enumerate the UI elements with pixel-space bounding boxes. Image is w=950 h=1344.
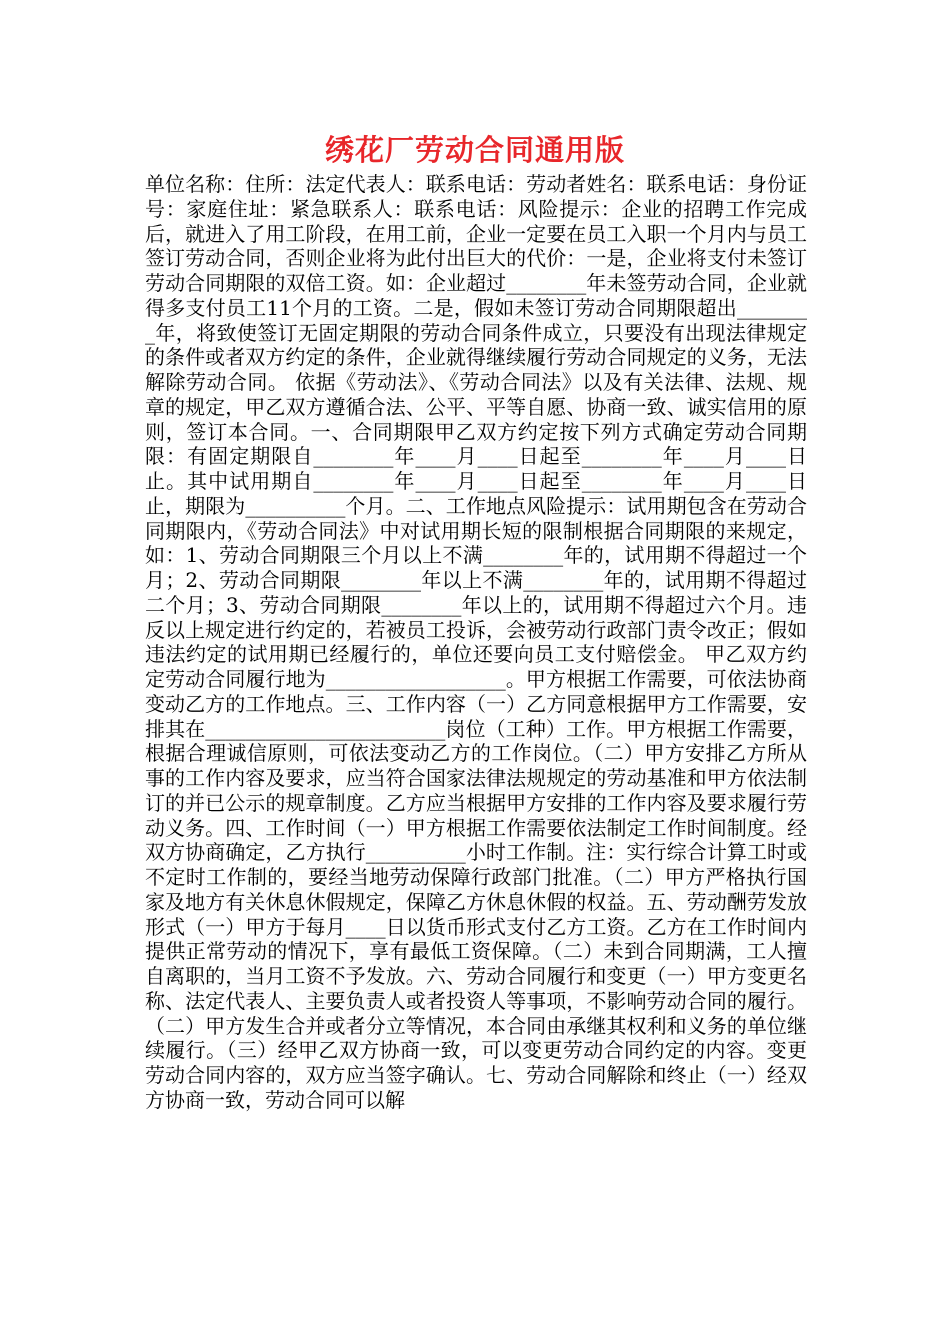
document-title: 绣花厂劳动合同通用版 [324,133,625,167]
document-body-text: 单位名称：住所：法定代表人：联系电话：劳动者姓名：联系电话：身份证号：家庭住址：紧急联系人：联系电话：风险提示：企业的招聘工作完成后，就进入了用工阶段，在用工前，企业一定要在员工入职一个月内与员工签订劳动合同，否则企业将为此付出巨大的代价：一是，企业将支付未签订劳动合同期限的双倍工资。如：企业超过________年未签劳动合同，企业就得多支付员工11个月的工资。二是，假如未签订劳动合同期限超出________年，将致使签订无固定期限的劳动合同条件成立，只要没有出现法律规定的条件或者双方约定的条件，企业就得继续履行劳动合同规定的义务，无法解除劳动合同。 依据《劳动法》、《劳动合同法》以及有关法律、法规、规章的规定，甲乙双方遵循合法、公平、平等自愿、协商一致、诚实信用的原则，签订本合同。一、合同期限甲乙双方约定按下列方式确定劳动合同期限：有固定期限自________年____月____日起至________年____月____日止。其中试用期自________年____月____日起至________年____月____日止，期限为__________个月。二、工作地点风险提示：试用期包含在劳动合同期限内，《劳动合同法》中对试用期长短的限制根据合同期限的来规定，如：1、劳动合同期限三个月以上不满________年的，试用期不得超过一个月；2、劳动合同期限________年以上不满________年的，试用期不得超过二个月；3、劳动合同期限________年以上的，试用期不得超过六个月。违反以上规定进行约定的，若被员工投诉，会被劳动行政部门责令改正；假如违法约定的试用期已经履行的，单位还要向员工支付赔偿金。 甲乙双方约定劳动合同履行地为__________________。甲方根据工作需要，可依法协商变动乙方的工作地点。三、工作内容（一）乙方同意根据甲方工作需要，安排其在________________________岗位（工种）工作。甲方根据工作需要，根据合理诚信原则，可依法变动乙方的工作岗位。（二）甲方安排乙方所从事的工作内容及要求，应当符合国家法律法规规定的劳动基准和甲方依法制订的并已公示的规章制度。乙方应当根据甲方安排的工作内容及要求履行劳动义务。四、工作时间（一）甲方根据工作需要依法制定工作时间制度。经双方协商确定，乙方执行__________小时工作制。注：实行综合计算工时或不定时工作制的，要经当地劳动保障行政部门批准。（二）甲方严格执行国家及地方有关休息休假规定，保障乙方休息休假的权益。五、劳动酬劳发放形式（一）甲方于每月____日以货币形式支付乙方工资。乙方在工作时间内提供正常劳动的情况下，享有最低工资保障。（二）未到合同期满，工人擅自离职的，当月工资不予发放。六、劳动合同履行和变更（一）甲方变更名称、法定代表人、主要负责人或者投资人等事项，不影响劳动合同的履行。（二）甲方发生合并或者分立等情况，本合同由承继其权利和义务的单位继续履行。（三）经甲乙双方协商一致，可以变更劳动合同约定的内容。变更劳动合同内容的，双方应当签字确认。七、劳动合同解除和终止（一）经双方协商一致，劳动合同可以解 [145,172,807,1112]
